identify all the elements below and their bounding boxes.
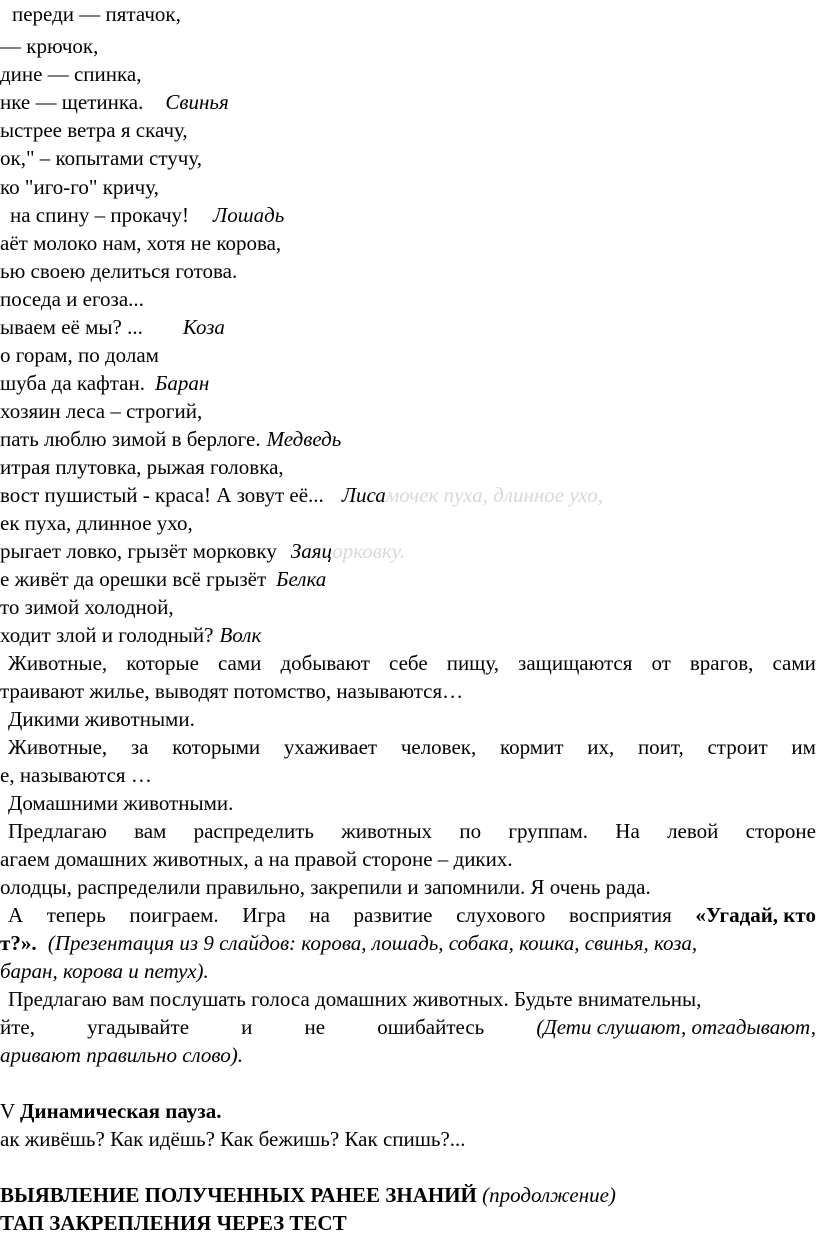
justified-word: левой <box>667 819 719 843</box>
domestic-question-line-1 <box>0 733 816 761</box>
riddle-wolf-line-1: то зимой холодной, <box>0 595 174 619</box>
justified-word: На <box>615 819 640 843</box>
game-line-1 <box>0 901 816 929</box>
review-heading: ВЫЯВЛЕНИЕ ПОЛУЧЕННЫХ РАНЕЕ ЗНАНИЙ (продолжение) <box>0 1183 616 1207</box>
riddle-horse-line-2: ок," – копытами стучу, <box>0 146 202 170</box>
pause-text: ак живёшь? Как идёшь? Как бежишь? Как спишь?... <box>0 1127 466 1151</box>
riddle-squirrel-line-1: е живёт да орешки всё грызёт Белка <box>0 567 327 591</box>
riddle-hare-line-1: ек пуха, длинное ухо, <box>0 511 193 535</box>
riddle-bear-line-1: хозяин леса – строгий, <box>0 399 203 423</box>
justified-word: поит, <box>637 735 684 759</box>
justified-word: восприятия <box>568 903 672 927</box>
justified-word: Животные, <box>8 735 108 759</box>
justified-word: пищу, <box>446 651 499 675</box>
justified-word: ошибайтесь <box>377 1015 485 1039</box>
justified-word: сами <box>772 651 816 675</box>
answer-squirrel: Белка <box>276 567 327 591</box>
riddle-fox-line-2: вост пушистый - краса! А зовут её... Лисамочек пуха, длинное ухо, <box>0 483 603 507</box>
riddle-wolf-line-2: ходит злой и голодный? Волк <box>0 623 262 647</box>
justified-word: кормит <box>499 735 564 759</box>
justified-word: добывают <box>280 651 370 675</box>
justified-word: им <box>791 735 816 759</box>
faded-watermark-text: мочек пуха, длинное ухо, <box>385 483 603 507</box>
justified-word: по <box>459 819 482 843</box>
praise-line: олодцы, распределили правильно, закрепили и запомнили. Я очень рада. <box>0 875 651 899</box>
listen-line-1: Предлагаю вам послушать голоса домашних животных. Будьте внимательны, <box>8 987 702 1011</box>
justified-word: которыми <box>172 735 261 759</box>
justified-word: развитие <box>353 903 433 927</box>
justified-word: сами <box>217 651 262 675</box>
listen-note-italic: (Дети слушают, отгадывают, <box>536 1015 816 1039</box>
riddle-goat-line-4: ывaем её мы? ... Коза <box>0 315 225 339</box>
riddle-goat-line-3: поседа и егоза... <box>0 287 144 311</box>
riddle-pig-line-3: дине — спинка, <box>0 62 142 86</box>
riddle-goat-line-2: ью своею делиться готова. <box>0 259 238 283</box>
answer-hare: Заяц <box>290 539 333 563</box>
wild-question-line-2: траивают жилье, выводят потомство, называются… <box>0 679 464 703</box>
riddle-pig-line-2: — крючок, <box>0 34 99 58</box>
answer-fox: Лиса <box>341 483 386 507</box>
justified-word: слухового <box>456 903 546 927</box>
domestic-answer: Домашними животными. <box>8 791 234 815</box>
riddle-pig-line-1: переди — пятачок, <box>12 2 181 26</box>
justified-word: теперь <box>46 903 106 927</box>
justified-word: поиграем. <box>129 903 219 927</box>
answer-goat: Коза <box>182 315 225 339</box>
answer-wolf: Волк <box>219 623 262 647</box>
justified-word: группам. <box>508 819 589 843</box>
riddle-ram-line-1: о горам, по долам <box>0 343 159 367</box>
justified-word: угадывайте <box>87 1015 190 1039</box>
listen-line-3: аривают правильно слово). <box>0 1043 244 1067</box>
justified-word: распределить <box>193 819 315 843</box>
listen-line-2 <box>0 1013 816 1041</box>
justified-word: за <box>130 735 149 759</box>
review-subheading: ТАП ЗАКРЕПЛЕНИЯ ЧЕРЕЗ ТЕСТ <box>0 1211 347 1235</box>
justified-word: Игра <box>242 903 286 927</box>
domestic-question-line-2: е, называются … <box>0 763 152 787</box>
justified-word: Предлагаю <box>8 819 107 843</box>
justified-word: их, <box>587 735 615 759</box>
justified-word: человек, <box>400 735 477 759</box>
justified-word: на <box>309 903 330 927</box>
game-title-bold: «Угадай, кто <box>695 903 816 927</box>
wild-question-line-1 <box>0 649 816 677</box>
riddle-goat-line-1: аёт молоко нам, хотя не корова, <box>0 231 282 255</box>
riddle-fox-line-1: итрая плутовка, рыжая головка, <box>0 455 284 479</box>
justified-word: йте, <box>0 1015 35 1039</box>
game-line-3: баран, корова и петух). <box>0 959 209 983</box>
sort-task-line-2: агаем домашних животных, а на правой стороне – диких. <box>0 847 513 871</box>
answer-bear: Медведь <box>266 427 342 451</box>
riddle-pig-line-4: нке — щетинка. Свинья <box>0 90 229 114</box>
faded-watermark-text: орковку. <box>332 539 405 563</box>
riddle-horse-line-4: на спину – прокачу! Лошадь <box>10 203 285 227</box>
answer-pig: Свинья <box>165 90 229 114</box>
justified-word: врагов, <box>689 651 754 675</box>
riddle-hare-line-2: рыгает ловко, грызёт морковку Заяцорковку. <box>0 539 405 563</box>
justified-word: стороне <box>745 819 816 843</box>
justified-word: от <box>651 651 671 675</box>
justified-word: и <box>241 1015 253 1039</box>
justified-word: защищаются <box>518 651 633 675</box>
justified-word: себе <box>389 651 428 675</box>
justified-word: вам <box>134 819 167 843</box>
riddle-horse-line-1: ыстрее ветра я скачу, <box>0 118 188 142</box>
game-line-2: т?». (Презентация из 9 слайдов: корова, лошадь, собака, кошка, свинья, коза, <box>0 931 698 955</box>
justified-word: не <box>304 1015 326 1039</box>
wild-answer: Дикими животными. <box>8 707 195 731</box>
justified-word: строит <box>707 735 768 759</box>
justified-word: Животные, <box>8 651 108 675</box>
justified-word: А <box>8 903 24 927</box>
justified-word: которые <box>126 651 199 675</box>
justified-word: ухаживает <box>283 735 378 759</box>
pause-heading: V Динамическая пауза. <box>0 1099 222 1123</box>
sort-task-line-1 <box>0 817 816 845</box>
answer-ram: Баран <box>154 371 210 395</box>
riddle-ram-line-2: шуба да кафтан. Баран <box>0 371 210 395</box>
answer-horse: Лошадь <box>213 203 285 227</box>
riddle-horse-line-3: ко "иго-го" кричу, <box>0 175 159 199</box>
justified-word: животных <box>341 819 433 843</box>
riddle-bear-line-2: пать люблю зимой в берлоге. Медведь <box>0 427 342 451</box>
